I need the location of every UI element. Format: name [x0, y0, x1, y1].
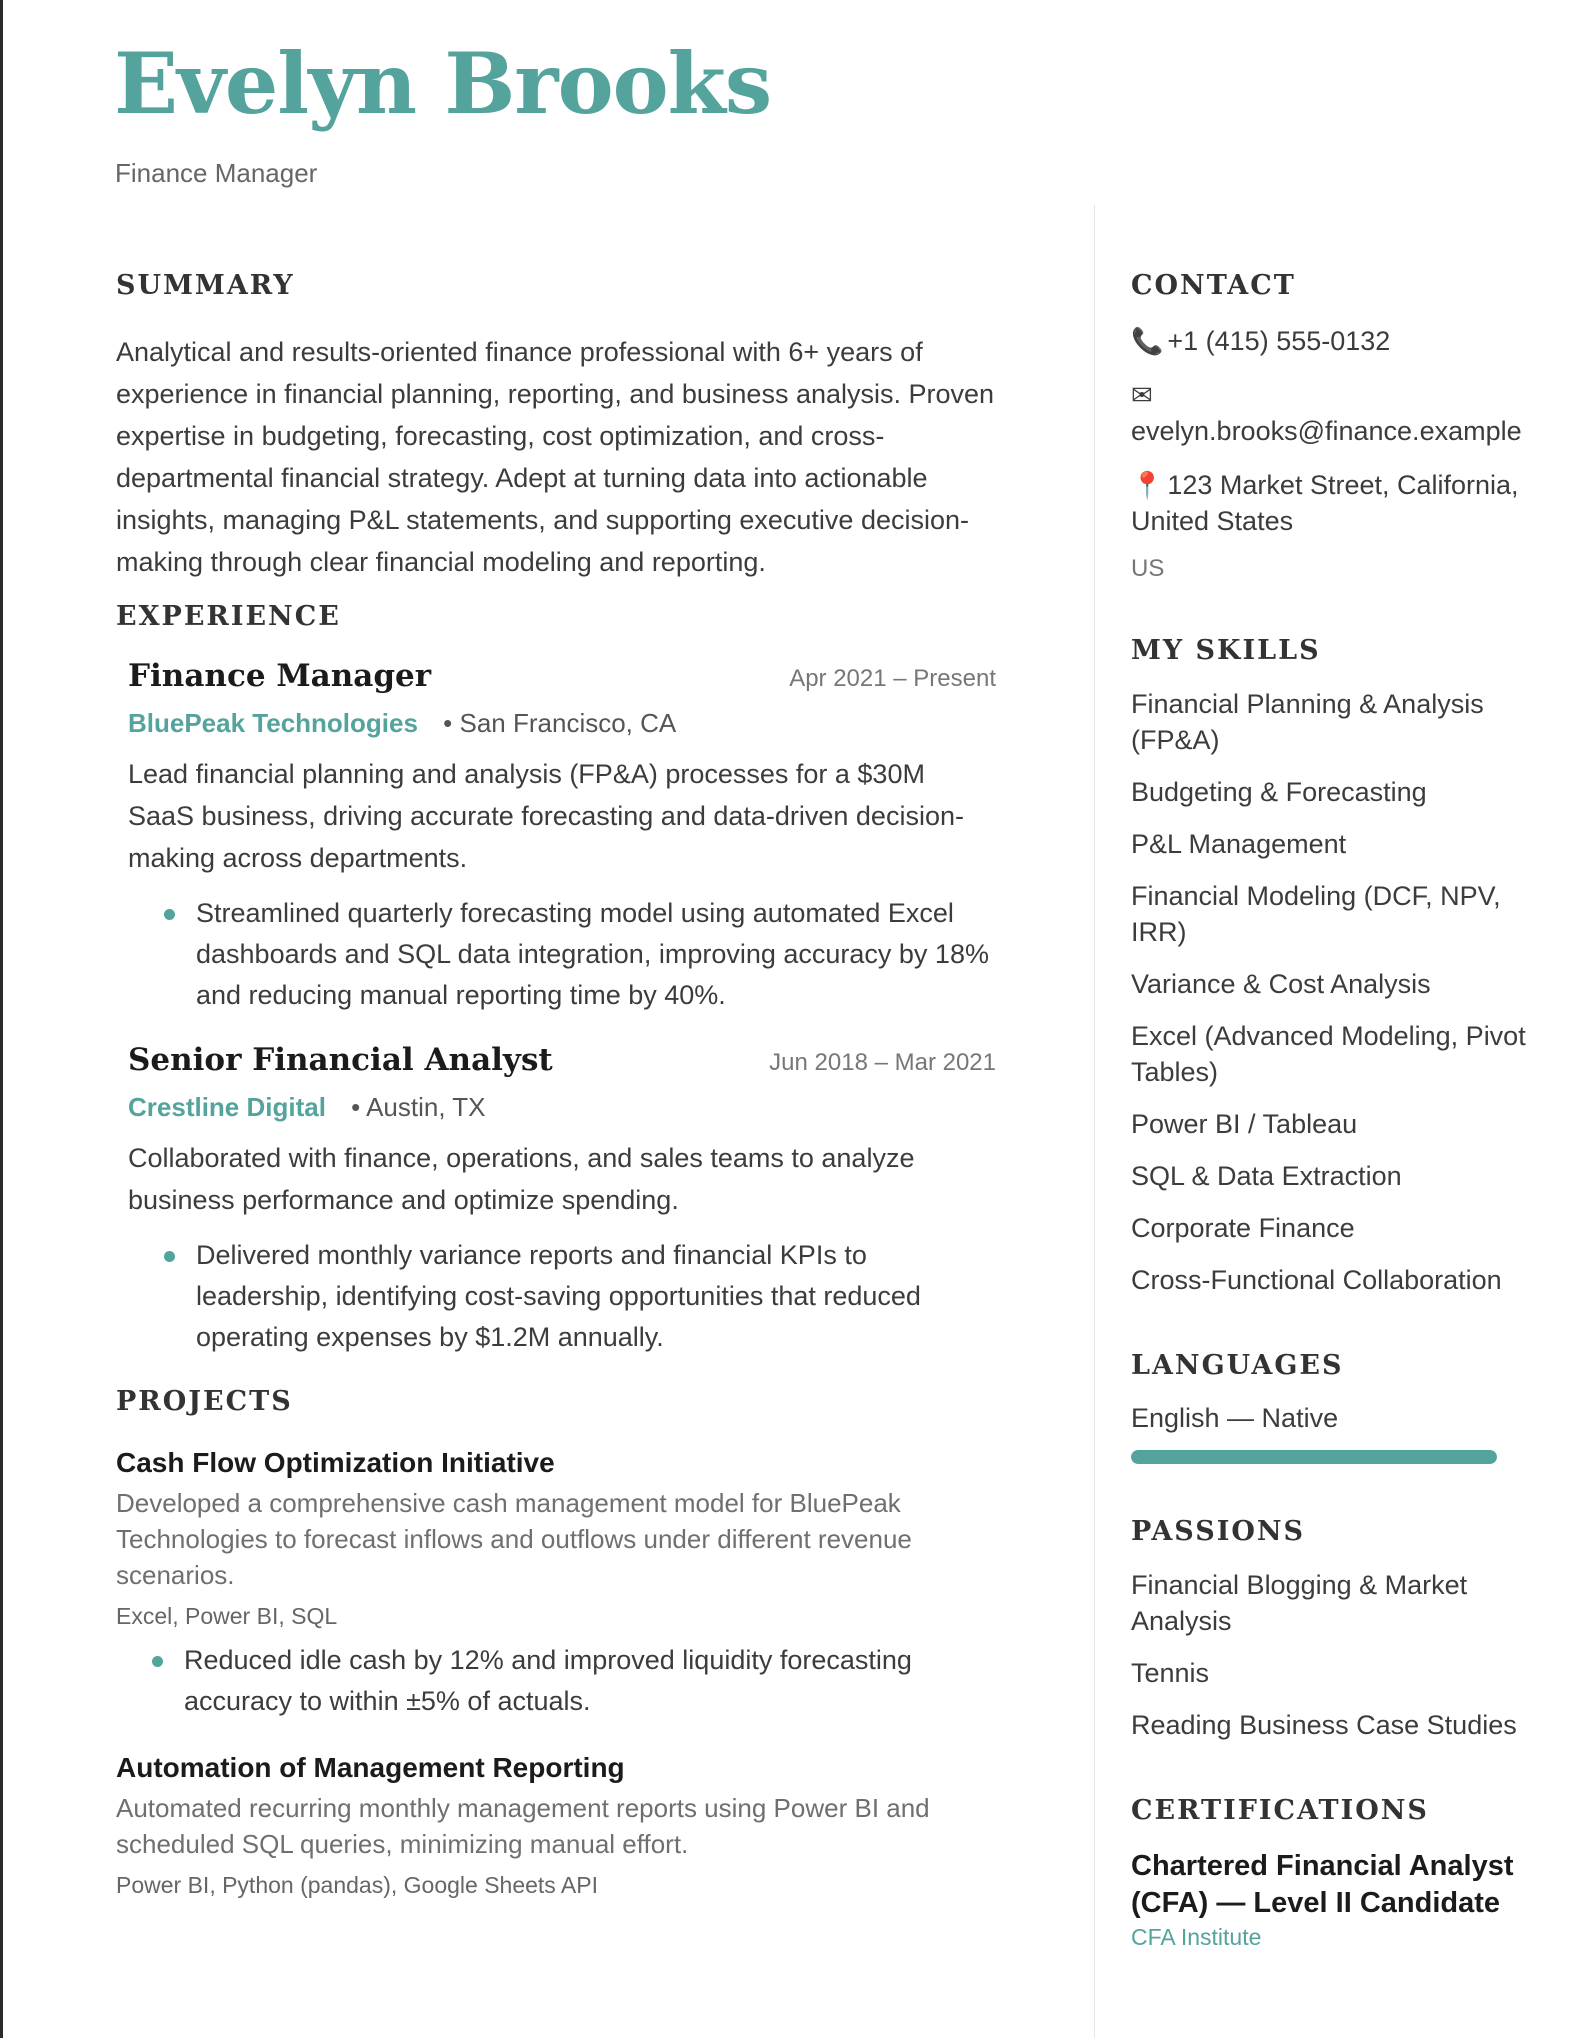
- job-entry: [128, 658, 996, 1016]
- job-dates: Jun 2018 – Mar 2021: [769, 1049, 996, 1076]
- projects-heading: PROJECTS: [116, 1386, 293, 1417]
- certification-title: Chartered Financial Analyst (CFA) — Level II Candidate: [1131, 1850, 1514, 1919]
- contact-country: US: [1131, 555, 1165, 582]
- job-bullets: [128, 893, 996, 1016]
- envelope-icon: ✉: [1131, 380, 1153, 410]
- project-description: Developed a comprehensive cash management model for BluePeak Technologies to forecast inflows and outflows under different revenue scenarios.: [116, 1488, 912, 1590]
- contact-email[interactable]: [1131, 377, 1551, 449]
- skill-item: Budgeting & Forecasting: [1131, 777, 1427, 807]
- skill-item: P&L Management: [1131, 829, 1347, 859]
- pin-icon: 📍: [1131, 470, 1164, 500]
- bullet-item: Streamlined quarterly forecasting model using automated Excel dashboards and SQL data integration, improving accuracy by 18% and reducing manual reporting time by 40%.: [196, 893, 996, 1016]
- project-description: Automated recurring monthly management reports using Power BI and scheduled SQL queries, minimizing manual effort.: [116, 1793, 930, 1859]
- page-left-border: [0, 0, 3, 2038]
- certification-issuer: CFA Institute: [1131, 1924, 1262, 1950]
- passion-item: Financial Blogging & Market Analysis: [1131, 1570, 1468, 1636]
- job-bullets: [128, 1235, 996, 1358]
- passions-heading: PASSIONS: [1131, 1516, 1306, 1547]
- passion-item: Tennis: [1131, 1658, 1210, 1688]
- side-column: [1131, 270, 1551, 1951]
- contact-phone[interactable]: [1131, 323, 1551, 359]
- project-entry: [116, 1752, 996, 1899]
- bullet-item: Delivered monthly variance reports and financial KPIs to leadership, identifying cost-saving opportunities that reduced operating expenses by $1.2M annually.: [196, 1235, 996, 1358]
- skill-item: Power BI / Tableau: [1131, 1109, 1358, 1139]
- job-description: Collaborated with finance, operations, and sales teams to analyze business performance and optimize spending.: [128, 1143, 915, 1215]
- company-name: Crestline Digital: [128, 1092, 326, 1122]
- project-title: Automation of Management Reporting: [116, 1752, 625, 1783]
- job-description: Lead financial planning and analysis (FP&A) processes for a $30M SaaS business, driving accurate forecasting and data-driven decision-making across departments.: [128, 759, 964, 873]
- project-title: Cash Flow Optimization Initiative: [116, 1447, 555, 1478]
- skill-item: Financial Modeling (DCF, NPV, IRR): [1131, 881, 1501, 947]
- job-title: Senior Financial Analyst: [128, 1042, 553, 1078]
- skill-item: Excel (Advanced Modeling, Pivot Tables): [1131, 1021, 1526, 1087]
- job-title: Finance Manager: [128, 658, 432, 694]
- address-text: 123 Market Street, California, United States: [1131, 470, 1519, 536]
- project-tools: Power BI, Python (pandas), Google Sheets API: [116, 1872, 599, 1898]
- skill-item: Corporate Finance: [1131, 1213, 1355, 1243]
- job-entry: [128, 1042, 996, 1358]
- email-text: evelyn.brooks@finance.example: [1131, 416, 1522, 446]
- language-label: English — Native: [1131, 1403, 1339, 1433]
- summary-text: Analytical and results-oriented finance professional with 6+ years of experience in financial planning, reporting, and business analysis. Proven expertise in budgeting, forecasting, cost optimization, and cross-departmental financial strategy. Adept at turning data into actionable insights, managing P&L statements, and supporting executive decision-making through clear financial modeling and reporting.: [116, 337, 995, 577]
- project-tools: Excel, Power BI, SQL: [116, 1603, 338, 1629]
- job-location: • San Francisco, CA: [443, 708, 677, 738]
- experience-heading: EXPERIENCE: [116, 601, 341, 632]
- contact-heading: CONTACT: [1131, 270, 1296, 301]
- skill-item: Variance & Cost Analysis: [1131, 969, 1431, 999]
- phone-icon: 📞: [1131, 326, 1164, 356]
- column-divider: [1094, 205, 1095, 2038]
- bullet-item: Reduced idle cash by 12% and improved liquidity forecasting accuracy to within ±5% of actuals.: [184, 1640, 996, 1722]
- summary-heading: SUMMARY: [116, 270, 295, 301]
- candidate-name: Evelyn Brooks: [114, 34, 772, 133]
- skill-item: SQL & Data Extraction: [1131, 1161, 1402, 1191]
- passion-item: Reading Business Case Studies: [1131, 1710, 1517, 1740]
- skill-item: Cross-Functional Collaboration: [1131, 1265, 1502, 1295]
- language-level-bar: [1131, 1450, 1497, 1464]
- certifications-heading: CERTIFICATIONS: [1131, 1795, 1429, 1826]
- contact-address: [1131, 467, 1551, 539]
- skill-item: Financial Planning & Analysis (FP&A): [1131, 689, 1484, 755]
- skills-heading: MY SKILLS: [1131, 635, 1321, 666]
- job-location: • Austin, TX: [351, 1092, 486, 1122]
- languages-heading: LANGUAGES: [1131, 1350, 1344, 1381]
- candidate-role: Finance Manager: [115, 158, 318, 188]
- job-dates: Apr 2021 – Present: [789, 665, 996, 692]
- company-name: BluePeak Technologies: [128, 708, 418, 738]
- language-level-fill: [1131, 1450, 1497, 1464]
- project-entry: [116, 1447, 996, 1722]
- project-bullets: [116, 1640, 996, 1722]
- main-column: [116, 270, 996, 1899]
- phone-text: +1 (415) 555-0132: [1167, 326, 1391, 356]
